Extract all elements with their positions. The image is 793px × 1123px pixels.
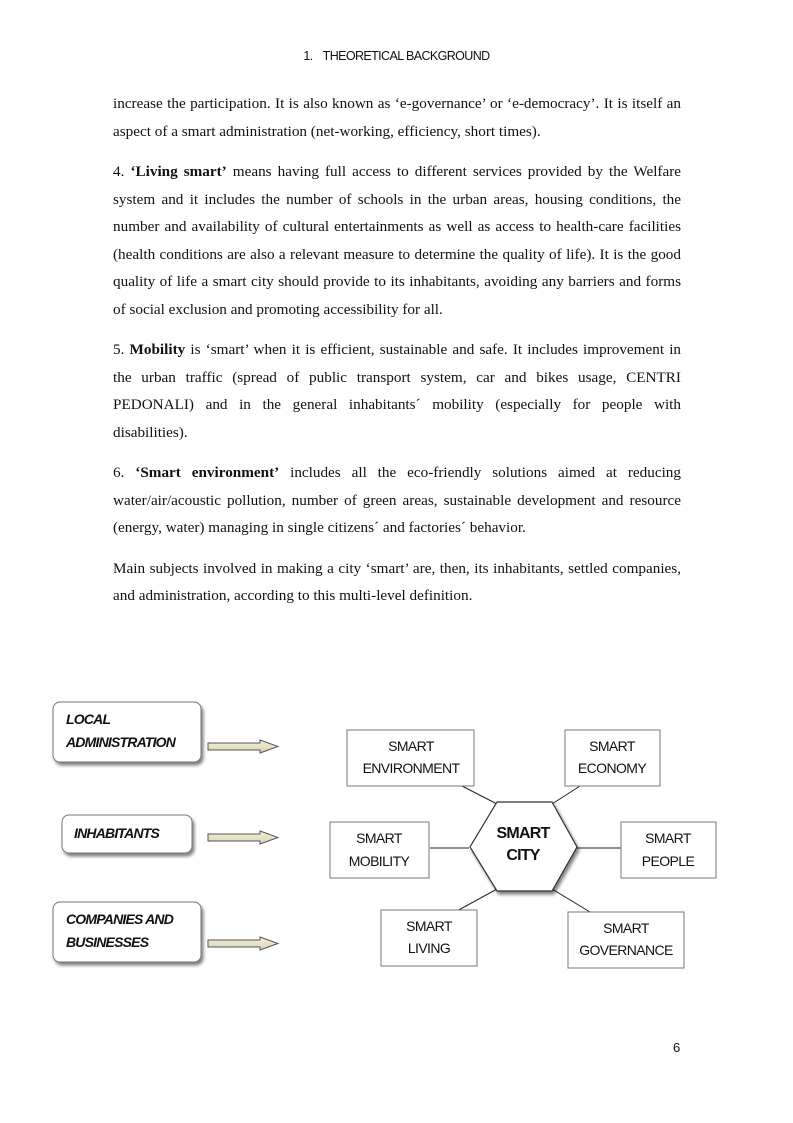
running-header: [0, 49, 793, 63]
svg-text:SMART: SMART: [388, 738, 434, 754]
chapter-number: 1.: [303, 49, 313, 63]
svg-text:SMART: SMART: [496, 825, 550, 842]
svg-text:INHABITANTS: INHABITANTS: [74, 825, 160, 841]
svg-text:SMART: SMART: [356, 830, 402, 846]
chapter-title: THEORETICAL BACKGROUND: [322, 49, 490, 63]
term-living-smart: ‘Living smart’: [130, 163, 227, 180]
svg-text:ENVIRONMENT: ENVIRONMENT: [362, 760, 460, 776]
page-number: 6: [673, 1040, 681, 1055]
node-smart-living: [381, 910, 477, 966]
paragraph: Main subjects involved in making a city ‘smart’ are, then, its inhabitants, settled companies, and administration, according to this multi-level definition.: [113, 559, 681, 604]
smart-city-diagram: [0, 690, 793, 990]
term-smart-environment: ‘Smart environment’: [135, 464, 280, 481]
svg-text:CITY: CITY: [506, 847, 540, 864]
arrow-right-icon: [208, 831, 278, 844]
svg-text:LOCAL: LOCAL: [66, 711, 111, 727]
term-mobility: Mobility: [129, 341, 186, 358]
paragraph: 6. ‘Smart environment’ includes all the eco-friendly solutions aimed at reducing water/air/acoustic pollution, number of green areas, sustainable development and resource (energy, water) managing in single citizens´ and factories´ behavior.: [113, 464, 681, 536]
paragraph: 4. ‘Living smart’ means having full access to different services provided by the Welfare system and it includes the number of schools in the urban areas, housing conditions, the number and availability of cultural entertainments as well as access to health-care facilities (health conditions are also a relevant measure to determine the quality of life). It is the good quality of life a smart city should provide to its inhabitants, avoiding any barriers and forms of social exclusion and promoting accessibility for all.: [113, 163, 682, 318]
svg-text:MOBILITY: MOBILITY: [348, 853, 410, 869]
svg-text:SMART: SMART: [603, 920, 649, 936]
svg-text:SMART: SMART: [406, 918, 452, 934]
smart-city-center: [470, 802, 577, 891]
arrow-right-icon: [208, 937, 278, 950]
subject-companies-businesses: [53, 902, 201, 962]
svg-text:ECONOMY: ECONOMY: [577, 760, 647, 776]
body-text: [113, 90, 681, 623]
subject-inhabitants: [62, 815, 192, 853]
paragraph: 5. Mobility is ‘smart’ when it is efficient, sustainable and safe. It includes improvement in the urban traffic (spread of public transport system, car and bikes usage, CENTRI PEDONALI) and in the general inhabitants´ mobility (especially for people with disabilities).: [113, 341, 682, 441]
svg-text:GOVERNANCE: GOVERNANCE: [579, 942, 673, 958]
svg-text:BUSINESSES: BUSINESSES: [66, 934, 149, 950]
svg-text:ADMINISTRATION: ADMINISTRATION: [66, 734, 176, 750]
node-smart-environment: [347, 730, 474, 786]
svg-text:COMPANIES AND: COMPANIES AND: [66, 911, 174, 927]
svg-text:LIVING: LIVING: [407, 940, 451, 956]
paragraph: increase the participation. It is also known as ‘e-governance’ or ‘e-democracy’. It is itself an aspect of a smart administration (net-working, efficiency, short times).: [113, 95, 681, 140]
subject-local-administration: [53, 702, 201, 762]
svg-text:PEOPLE: PEOPLE: [641, 853, 695, 869]
arrow-right-icon: [208, 740, 278, 753]
svg-text:SMART: SMART: [589, 738, 635, 754]
node-smart-economy: [565, 730, 660, 786]
node-smart-governance: [568, 912, 684, 968]
svg-text:SMART: SMART: [645, 830, 691, 846]
node-smart-people: [621, 822, 716, 878]
node-smart-mobility: [330, 822, 429, 878]
